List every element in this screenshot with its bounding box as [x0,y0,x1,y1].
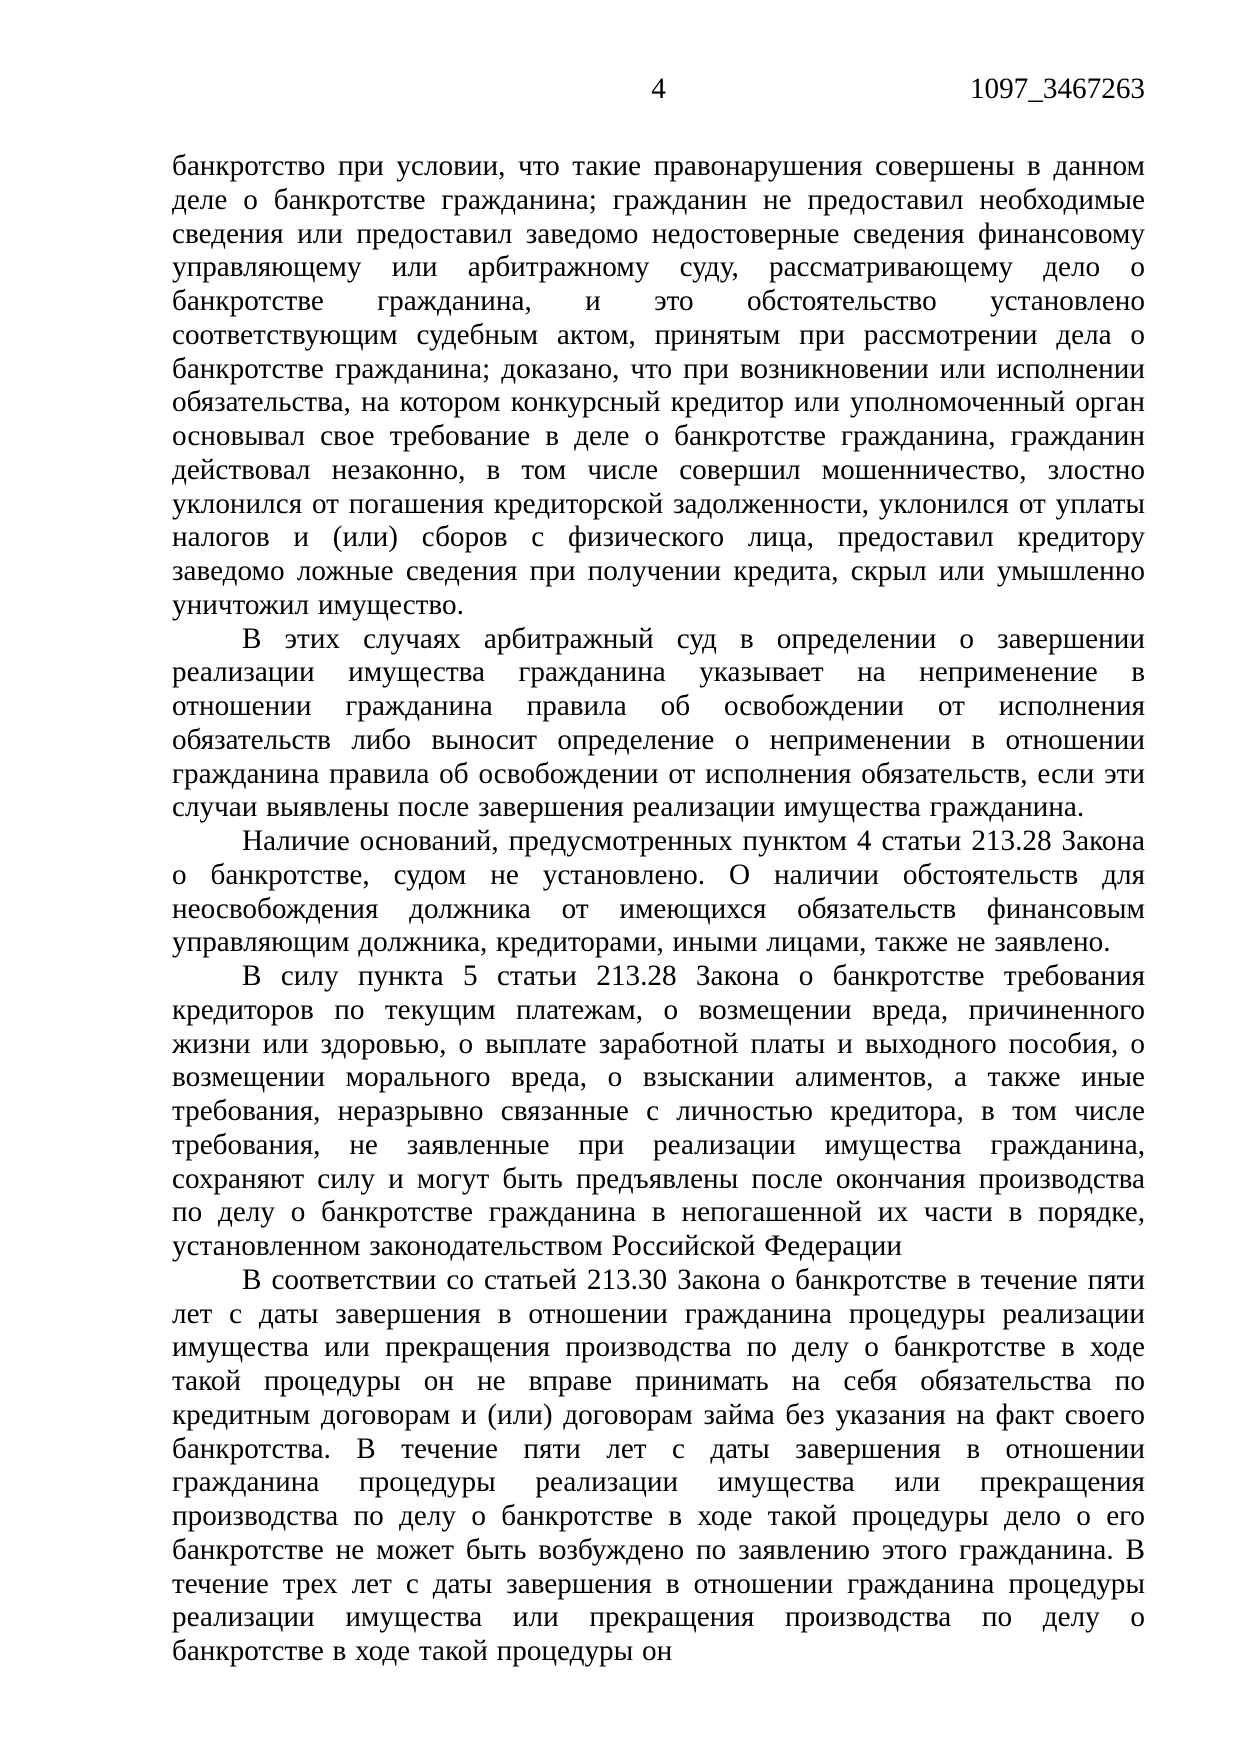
paragraph: В соответствии со статьей 213.30 Закона о банкротстве в течение пяти лет с даты завершения в отношении гражданина процедуры реализации имущества или прекращения производства по делу о банкротстве в ходе такой процедуры он не вправе принимать на себя обязательства по кредитным договорам и (или) договорам займа без указания на факт своего банкротства. В течение пяти лет с даты завершения в отношении гражданина процедуры реализации имущества или прекращения производства по делу о банкротстве в ходе такой процедуры дело о его банкротстве не может быть возбуждено по заявлению этого гражданина. В течение трех лет с даты завершения в отношении гражданина процедуры реализации имущества или прекращения производства по делу о банкротстве в ходе такой процедуры он [172,1263,1145,1667]
document-body [172,150,1145,1669]
paragraph: В силу пункта 5 статьи 213.28 Закона о банкротстве требования кредиторов по текущим платежам, о возмещении вреда, причиненного жизни или здоровью, о выплате заработной платы и выходного пособия, о возмещении морального вреда, о взыскании алиментов, а также иные требования, неразрывно связанные с личностью кредитора, в том числе требования, не заявленные при реализации имущества гражданина, сохраняют силу и могут быть предъявлены после окончания производства по делу о банкротстве гражданина в непогашенной их части в порядке, установленном законодательством Российской Федерации [172,960,1145,1262]
paragraph-continuation: банкротство при условии, что такие правонарушения совершены в данном деле о банкротстве гражданина; гражданин не предоставил необходимые сведения или предоставил заведомо недостоверные сведения финансовому управляющему или арбитражному суду, рассматривающему дело о банкротстве гражданина, и это обстоятельство установлено соответствующим судебным актом, принятым при рассмотрении дела о банкротстве гражданина; доказано, что при возникновении или исполнении обязательства, на котором конкурсный кредитор или уполномоченный орган основывал свое требование в деле о банкротстве гражданина, гражданин действовал незаконно, в том числе совершил мошенничество, злостно уклонился от погашения кредиторской задолженности, уклонился от уплаты налогов и (или) сборов с физического лица, предоставил кредитору заведомо ложные сведения при получении кредита, скрыл или умышленно уничтожил имущество. [172,150,1145,621]
document-id: 1097_3467263 [969,73,1145,105]
page-header [172,72,1145,106]
page-number: 4 [651,73,666,105]
paragraph: В этих случаях арбитражный суд в определении о завершении реализации имущества гражданина указывает на неприменение в отношении гражданина правила об освобождении от исполнения обязательств либо выносит определение о неприменении в отношении гражданина правила об освобождении от исполнения обязательств, если эти случаи выявлены после завершения реализации имущества гражданина. [172,622,1145,824]
paragraph: Наличие оснований, предусмотренных пунктом 4 статьи 213.28 Закона о банкротстве, судом не установлено. О наличии обстоятельств для неосвобождения должника от имеющихся обязательств финансовым управляющим должника, кредиторами, иными лицами, также не заявлено. [172,825,1145,959]
